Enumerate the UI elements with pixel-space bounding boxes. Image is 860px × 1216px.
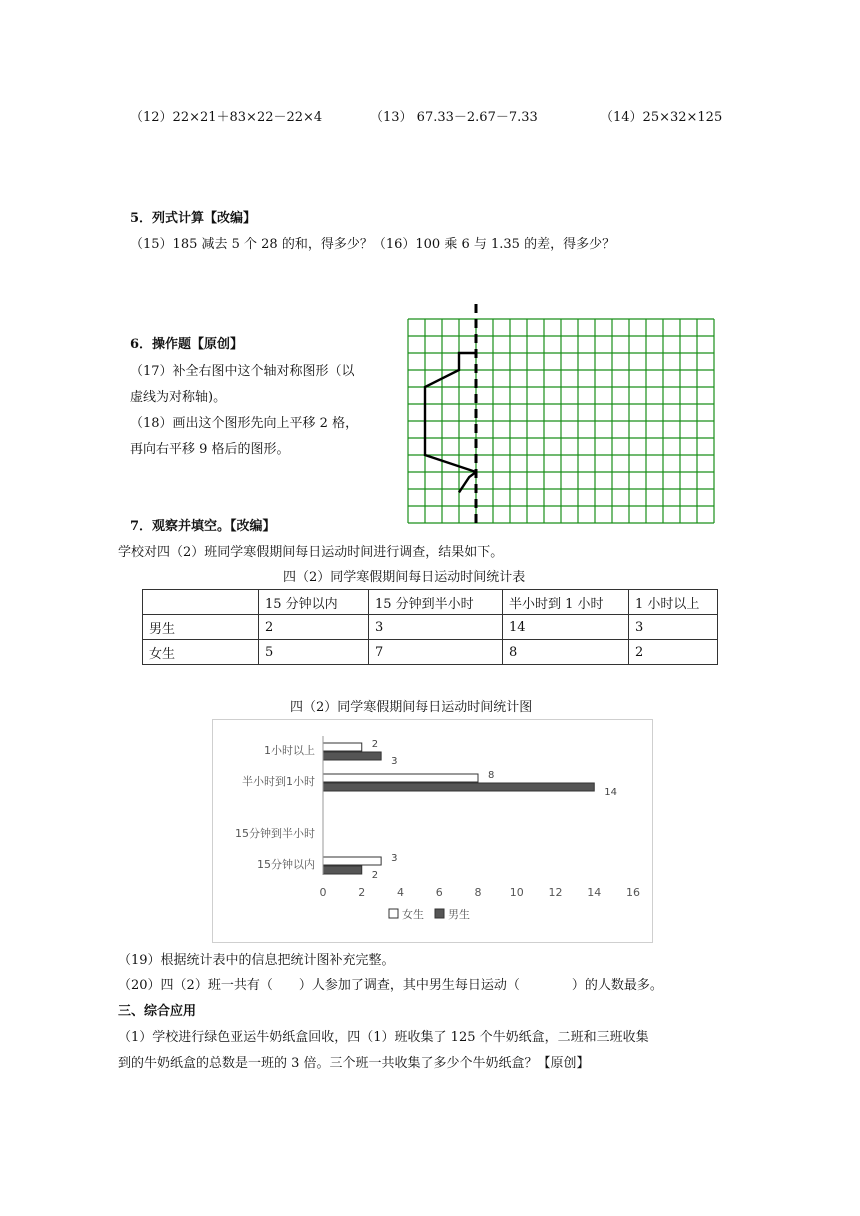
bar-chart-canvas (213, 720, 652, 942)
chart-category-label: 15分钟到半小时 (235, 827, 315, 840)
table-header-cell: 15 分钟以内 (259, 590, 369, 615)
section-5-heading: 5．列式计算【改编】 (130, 211, 257, 226)
symmetry-grid (400, 300, 720, 540)
chart-data-label: 14 (604, 787, 617, 798)
section-6-heading: 6．操作题【原创】 (130, 337, 244, 352)
statistics-table (142, 589, 718, 665)
chart-bar (323, 857, 381, 865)
chart-bar (323, 866, 362, 874)
table-cell: 14 (503, 615, 629, 640)
chart-bar (323, 774, 478, 782)
table-cell: 5 (259, 640, 369, 665)
table-cell: 男生 (143, 615, 259, 640)
table-title: 四（2）同学寒假期间每日运动时间统计表 (283, 570, 526, 585)
section-3-heading: 三、综合应用 (118, 1004, 197, 1019)
section-3-line-1: （1）学校进行绿色亚运牛奶纸盒回收，四（1）班收集了 125 个牛奶纸盒，二班和三班收集 (118, 1030, 649, 1045)
table-header-row (143, 590, 718, 615)
section-7-heading: 7．观察并填空。【改编】 (130, 519, 276, 534)
chart-x-tick-label: 14 (587, 886, 602, 899)
chart-data-label: 2 (371, 739, 379, 750)
legend-label-girls: 女生 (402, 908, 424, 921)
table-cell: 8 (503, 640, 629, 665)
question-12: （12）22×21＋83×22－22×4 (130, 110, 323, 125)
chart-bar (323, 783, 594, 791)
table-header-cell: 15 分钟到半小时 (369, 590, 503, 615)
table-cell: 7 (369, 640, 503, 665)
chart-bar (323, 752, 381, 760)
chart-data-label: 2 (371, 870, 379, 881)
half-figure-outline (425, 353, 476, 472)
chart-data-label: 8 (488, 770, 495, 781)
chart-x-tick-label: 8 (474, 886, 482, 899)
chart-bar (323, 743, 362, 751)
chart-category-label: 1小时以上 (264, 744, 315, 757)
chart-x-tick-label: 16 (626, 886, 640, 899)
grid-canvas (400, 300, 720, 536)
chart-x-tick-label: 4 (397, 886, 404, 899)
table-cell: 女生 (143, 640, 259, 665)
chart-category-label: 15分钟以内 (257, 858, 315, 871)
question-19: （19）根据统计表中的信息把统计图补充完整。 (118, 953, 395, 968)
chart-x-tick-label: 10 (509, 886, 524, 899)
section-6-line-2: 虚线为对称轴)。 (130, 390, 227, 405)
section-5-questions: （15）185 减去 5 个 28 的和，得多少？（16）100 乘 6 与 1.35 的差，得多少？ (130, 237, 616, 252)
question-14: （14）25×32×125 (600, 110, 723, 125)
table-cell: 3 (629, 615, 718, 640)
section-6-line-4: 再向右平移 9 格后的图形。 (130, 442, 290, 457)
chart-x-tick-label: 2 (358, 886, 366, 899)
chart-x-tick-label: 12 (548, 886, 563, 899)
table-row-girls (143, 640, 718, 665)
chart-x-tick-label: 0 (319, 886, 327, 899)
chart-data-label: 3 (391, 756, 398, 767)
section-3-line-2: 到的牛奶纸盒的总数是一班的 3 倍。三个班一共收集了多少个牛奶纸盒？【原创】 (118, 1056, 590, 1071)
table-header-cell: 1 小时以上 (629, 590, 718, 615)
question-20: （20）四（2）班一共有（ ）人参加了调查，其中男生每日运动（ ）的人数最多。 (118, 978, 663, 993)
table-header-cell (143, 590, 259, 615)
table-header-cell: 半小时到 1 小时 (503, 590, 629, 615)
table-cell: 2 (259, 615, 369, 640)
question-13: （13） 67.33－2.67－7.33 (370, 110, 538, 125)
table-row-boys (143, 615, 718, 640)
section-6-line-3: （18）画出这个图形先向上平移 2 格， (130, 416, 359, 431)
section-7-intro: 学校对四（2）班同学寒假期间每日运动时间进行调查，结果如下。 (118, 545, 504, 560)
chart-x-tick-label: 6 (435, 886, 443, 899)
section-6-line-1: （17）补全右图中这个轴对称图形（以 (130, 364, 355, 379)
legend-label-boys: 男生 (448, 908, 470, 921)
chart-title: 四（2）同学寒假期间每日运动时间统计图 (290, 700, 533, 715)
legend-swatch-girls (389, 909, 398, 918)
bar-chart (212, 719, 653, 943)
legend-swatch-boys (435, 909, 444, 918)
chart-category-label: 半小时到1小时 (242, 775, 315, 788)
table-cell: 2 (629, 640, 718, 665)
chart-data-label: 3 (391, 853, 398, 864)
table-cell: 3 (369, 615, 503, 640)
